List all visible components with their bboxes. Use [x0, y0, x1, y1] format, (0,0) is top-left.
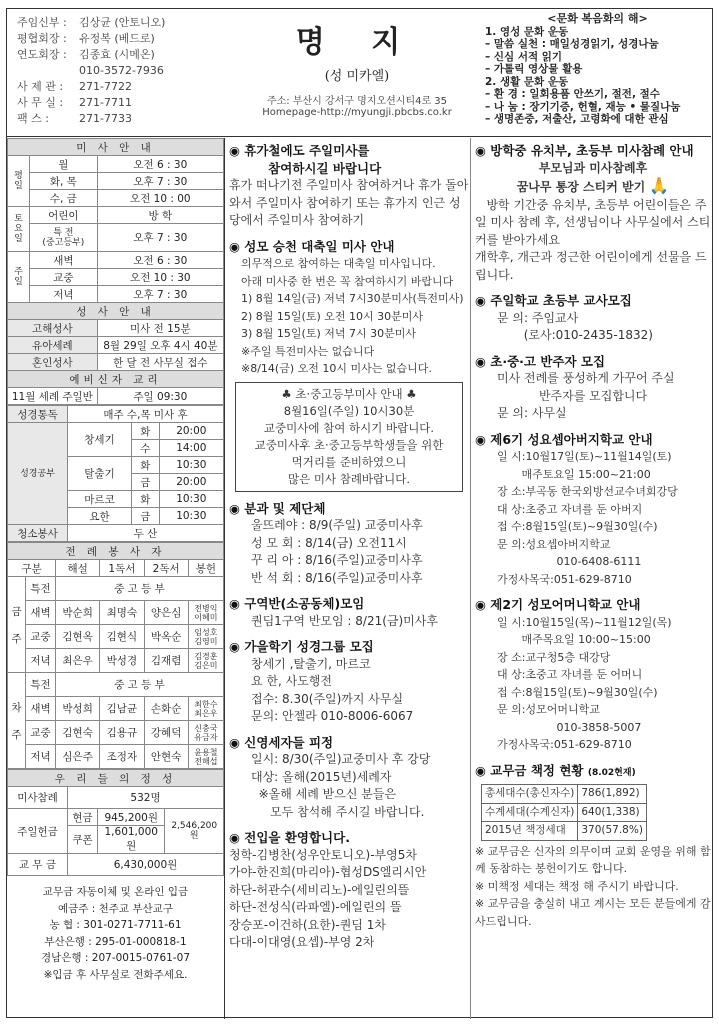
- study-book: 창세기: [68, 423, 132, 457]
- bank-line: ※입금 후 사무실로 전화주세요.: [43, 968, 188, 981]
- welcome-heading: ◉ 전입을 환영합니다.: [229, 830, 350, 845]
- study-time: 20:00: [159, 474, 223, 491]
- study-time: 10:30: [159, 491, 223, 508]
- mass-time: 오전 6 : 30: [97, 252, 223, 269]
- homepage-link[interactable]: Homepage-http://myungji.pbcbs.co.kr: [262, 107, 452, 118]
- bible-group-item: 문의: 안젤라 010-8006-6067: [251, 709, 414, 723]
- liturgy-cell: 전병익 이혜미: [188, 601, 223, 625]
- liturgy-mass: 특전: [26, 673, 56, 697]
- cash-label: 현금: [68, 809, 98, 826]
- accompanist-item: 미사 전례를 풍성하게 가꾸어 주실: [497, 371, 675, 385]
- liturgy-cell: 박순희: [56, 601, 100, 625]
- study-table: [7, 405, 224, 542]
- mother-school-item: 가정사목국:051-629-8710: [497, 738, 632, 751]
- liturgy-head: 구분: [8, 560, 56, 577]
- liturgy-mass: 특전: [26, 577, 56, 601]
- column-divider: [470, 138, 471, 1019]
- bible-group-heading: ◉ 가을학기 성경그룹 모집: [229, 639, 374, 654]
- liturgy-head: 1독서: [100, 560, 144, 577]
- youth-box-line: 8월16일(주일) 10시30분: [283, 403, 415, 418]
- youth-box-line: ♣ 초·중고등부미사 안내 ♣: [281, 386, 417, 401]
- liturgy-cell: 김현옥: [56, 625, 100, 649]
- liturgy-cell: 임성호 김영미: [188, 625, 223, 649]
- dues-row-label: 2015년 책정세대: [482, 822, 578, 841]
- study-day: 화: [132, 423, 160, 440]
- bible-value: 매주 수,목 미사 후: [68, 406, 224, 423]
- dues-row-value: 640(1,338): [578, 803, 647, 822]
- youth-box-line: 먹거리를 준비하였으니: [291, 454, 407, 469]
- kids-mass-sub: 부모님과 미사참례후: [538, 160, 648, 175]
- youth-box-line: 많은 미사 참례바랍니다.: [287, 471, 411, 486]
- welcome-item: 하단-전성식(라파엘)-에일린의 뜰: [229, 900, 402, 914]
- page-title: 명 지: [295, 25, 419, 60]
- coupon-label: 쿠폰: [68, 826, 98, 854]
- bible-group-item: 요 한, 사도행전: [251, 674, 332, 688]
- staff-row: 평협회장 : 유정복 (베드로): [17, 32, 155, 45]
- study-book: 탈출기: [68, 457, 132, 491]
- youth-label: 청소봉사: [8, 525, 68, 542]
- mass-time: 오후 7 : 30: [97, 173, 223, 190]
- dues-row-value: 370(57.8%): [578, 822, 647, 841]
- bank-info: [7, 876, 224, 983]
- staff-row: 팩 스 : 271-7733: [17, 112, 132, 125]
- liturgy-cell: 윤용철 전해섭: [188, 745, 223, 769]
- mass-day: 어린이: [30, 207, 98, 224]
- assumption-item: ※주일 특전미사는 없습니다: [241, 344, 375, 358]
- mass-time: 오후 7 : 30: [97, 286, 223, 303]
- kids-mass-body: 방학 기간중 유치부, 초등부 어린이들은 주일 미사 참례 후, 선생님이나 사무실에서 스티커를 받아가세요 개학후, 개근과 정근한 어린이에게 선물을 드립니다.: [475, 197, 711, 282]
- dues-label: 교 무 금: [8, 854, 68, 876]
- mass-attendance-label: 미사참례: [8, 787, 68, 809]
- sidebar: [7, 138, 225, 1019]
- mass-time: 오후 7 : 30: [97, 224, 223, 252]
- catechumen-time: 주일 09:30: [97, 388, 223, 405]
- dues-value: 6,430,000원: [68, 854, 224, 876]
- catechumen-title: 예비신자 교리: [8, 371, 224, 388]
- bible-group-item: 창세기 ,탈출기, 마르코: [251, 656, 371, 671]
- dues-row-value: 786(1,892): [578, 785, 647, 804]
- accompanist-item: 반주자를 모집합니다: [497, 388, 648, 403]
- mother-school-item: 일 시:10월15일(목)~11월12일(목): [497, 615, 672, 629]
- culture-item: 2. 생활 문화 운동: [485, 75, 569, 88]
- coupon-value: 1,601,000원: [98, 826, 165, 854]
- study-label: 성경공부: [8, 423, 68, 525]
- district-item: 울뜨레야 : 8/9(주일) 교중미사후: [251, 518, 423, 532]
- header: [7, 9, 711, 137]
- retreat-item: 대상: 올해(2015년)세례자: [251, 769, 392, 784]
- liturgy-cell: 최은우: [56, 649, 100, 673]
- liturgy-cell: 최명숙: [100, 601, 144, 625]
- mother-school-item: 문 의:성모어머니학교: [497, 703, 600, 716]
- dues-row-label: 수계세대(수계신자): [482, 803, 578, 822]
- youth-box-line: 교중미사에 참여 하시기 바랍니다.: [263, 420, 435, 435]
- culture-item: – 가톨릭 영상물 활용: [485, 63, 583, 75]
- culture-box: [485, 13, 710, 126]
- cash-value: 945,200원: [98, 809, 165, 826]
- study-day: 금: [132, 474, 160, 491]
- study-day: 화: [132, 491, 160, 508]
- liturgy-mass: 교중: [26, 625, 56, 649]
- culture-item: – 나 눔 : 장기기증, 헌혈, 재능 • 물질나눔: [485, 100, 681, 113]
- bank-line: 예금주 : 천주교 부산교구: [58, 902, 173, 915]
- mass-title: 미 사 안 내: [8, 139, 224, 156]
- staff-row: 사 무 실 : 271-7711: [17, 96, 132, 109]
- study-time: 10:30: [159, 508, 223, 525]
- culture-item: – 신심 서적 읽기: [485, 50, 563, 63]
- accompanist-item: 문 의: 사무실: [497, 406, 567, 420]
- liturgy-cell: 심은주: [56, 745, 100, 769]
- mass-time: 오전 10 : 30: [97, 269, 223, 286]
- mother-school-item: 010-3858-5007: [497, 720, 642, 734]
- liturgy-cell: 김용규: [100, 721, 144, 745]
- study-day: 수: [132, 440, 160, 457]
- staff-row: 연도회장 : 김종효 (시메온): [17, 48, 155, 61]
- liturgy-cell: 김현식: [100, 625, 144, 649]
- mass-table: [7, 138, 224, 405]
- liturgy-head: 봉헌: [188, 560, 223, 577]
- bulletin-page: [6, 8, 713, 1018]
- bank-line: 농 협 : 301-0271-7711-61: [49, 919, 182, 931]
- liturgy-cell: 조정자: [100, 745, 144, 769]
- sacrament-label: 혼인성사: [8, 354, 98, 371]
- district-item: 꾸 리 아 : 8/16(주일)교중미사후: [251, 553, 423, 567]
- study-time: 14:00: [159, 440, 223, 457]
- teacher-item: (로사:010-2435-1832): [497, 328, 653, 342]
- mass-day: 월: [30, 156, 98, 173]
- father-school-item: 장 소:부곡동 한국외방선교수녀회강당: [497, 485, 678, 498]
- liturgy-cell: 박성희: [56, 697, 100, 721]
- culture-item: 1. 영성 문화 운동: [485, 25, 569, 38]
- district-item: 성 모 회 : 8/14(금) 오전11시: [251, 535, 407, 550]
- study-time: 20:00: [159, 423, 223, 440]
- mass-time: 방 학: [97, 207, 223, 224]
- father-school-item: 가정사목국:051-629-8710: [497, 572, 632, 586]
- mother-school-item: 접 수:8월15일(토)~9월30일(수): [497, 685, 658, 699]
- teacher-heading: ◉ 주일학교 초등부 교사모집: [475, 293, 632, 308]
- offering-label: 주일헌금: [8, 809, 68, 854]
- staff-row: 010-3572-7936: [79, 64, 164, 77]
- kids-mass-heading: ◉ 방학중 유치부, 초등부 미사참례 안내: [475, 143, 694, 158]
- liturgy-cell: 강혜덕: [144, 721, 188, 745]
- sacrament-title: 성 사 안 내: [8, 303, 224, 320]
- father-school-item: 문 의:성요셉아버지학교: [497, 537, 611, 551]
- bible-group-item: 접수: 8.30(주일)까지 사무실: [251, 691, 404, 706]
- district-item: 반 석 회 : 8/16(주일)교중미사후: [251, 570, 423, 585]
- next-week-label: 차 주: [8, 673, 26, 769]
- sacrament-value: 한 달 전 사무실 접수: [97, 354, 223, 371]
- mother-school-item: 매주목요일 10:00~15:00: [497, 633, 651, 646]
- mass-day: 교중: [30, 269, 98, 286]
- page-subtitle: (성 미카엘): [324, 69, 390, 84]
- liturgy-mass: 저녁: [26, 649, 56, 673]
- study-day: 금: [132, 508, 160, 525]
- liturgy-title: 전 례 봉 사 자: [8, 543, 224, 560]
- mass-time: 오전 6 : 30: [97, 156, 223, 173]
- father-school-item: 010-6408-6111: [497, 555, 642, 568]
- address: 주소: 부산시 강서구 명지오션시티4로 35: [266, 96, 448, 107]
- vacation-mass-heading: ◉ 휴가철에도 주일미사를 참여하시길 바랍니다: [229, 143, 382, 176]
- liturgy-mass: 교중: [26, 721, 56, 745]
- retreat-item: ※올해 세례 받으신 분들은: [251, 787, 397, 801]
- dues-note: ※ 미책정 세대는 책정 해 주시기 바랍니다.: [475, 879, 679, 893]
- sacrament-label: 고해성사: [8, 320, 98, 337]
- assumption-item: 2) 8월 15일(토) 오전 10시 30분미사: [241, 309, 423, 323]
- culture-item: – 생명존중, 저출산, 고령화에 대한 관심: [485, 113, 669, 125]
- study-book: 요한: [68, 508, 132, 525]
- liturgy-table: [7, 542, 224, 769]
- dues-note: ※ 교무금은 신자의 의무이며 교회 운영을 위해 함께 동참하는 봉헌이기도 합니다.: [475, 844, 711, 875]
- liturgy-cell: 안현숙: [144, 745, 188, 769]
- offering-table: [7, 769, 224, 876]
- culture-title: <문화 복음화의 해>: [547, 12, 648, 25]
- liturgy-cell: 김경훈 김은미: [188, 649, 223, 673]
- mass-day: 수, 금: [30, 190, 98, 207]
- assumption-item: ※8/14(금) 오전 10시 미사는 없습니다.: [241, 362, 432, 375]
- mass-time: 오전 10 : 00: [97, 190, 223, 207]
- mass-day: 저녁: [30, 286, 98, 303]
- staff-row: 주임신부 : 김상균 (안토니오): [17, 16, 166, 29]
- liturgy-cell: 김재렴: [144, 649, 188, 673]
- retreat-item: 모두 참석해 주시길 바랍니다.: [251, 804, 425, 819]
- liturgy-cell: 중 고 등 부: [56, 577, 224, 601]
- staff-list: [17, 15, 165, 127]
- praying-hands-icon: 🙏: [649, 176, 670, 195]
- assumption-item: 3) 8월 15일(토) 저녁 7시 30분미사: [241, 327, 416, 340]
- offering-total: 2,546,200원: [165, 809, 224, 854]
- bank-line: 부산은행 : 295-01-000818-1: [44, 935, 187, 948]
- offering-title: 우 리 들 의 정 성: [8, 770, 224, 787]
- liturgy-cell: 중 고 등 부: [56, 673, 224, 697]
- dues-date: (8.02현재): [587, 767, 636, 778]
- sacrament-value: 미사 전 15분: [97, 320, 223, 337]
- mother-school-heading: ◉ 제2기 성모어머니학교 안내: [475, 597, 641, 612]
- kids-mass-sub: 꿈나무 통장 스티커 받기: [516, 180, 646, 194]
- welcome-item: 다대-이대영(요셉)-부영 2차: [229, 935, 375, 949]
- title-block: [227, 17, 487, 118]
- weekday-label: 평일: [8, 156, 30, 207]
- this-week-label: 금 주: [8, 577, 26, 673]
- liturgy-cell: 김현숙: [56, 721, 100, 745]
- liturgy-cell: 손화순: [144, 697, 188, 721]
- mother-school-item: 장 소:교구청5층 대강당: [497, 650, 611, 664]
- assumption-item: 1) 8월 14일(금) 저녁 7시30분미사(특전미사): [241, 292, 464, 305]
- liturgy-mass: 저녁: [26, 745, 56, 769]
- liturgy-mass: 새벽: [26, 601, 56, 625]
- liturgy-head: 해설: [56, 560, 100, 577]
- column-left: [229, 138, 469, 952]
- mass-day: 새벽: [30, 252, 98, 269]
- youth-mass-box: [235, 382, 463, 492]
- guyeok-heading: ◉ 구역반(소공동체)모임: [229, 596, 365, 611]
- youth-box-line: 교중미사후 초·중고등부학생들을 위한: [254, 437, 444, 452]
- teacher-item: 문 의: 주임교사: [497, 310, 579, 325]
- bank-line: 경남은행 : 207-0015-0761-07: [41, 952, 190, 964]
- catechumen-class: 11월 세례 주일반: [8, 388, 98, 405]
- youth-value: 두 산: [68, 525, 224, 542]
- sacrament-label: 유아세례: [8, 337, 98, 354]
- welcome-item: 가야-한진희(마리아)-협성DS엘리시안: [229, 865, 427, 879]
- accompanist-heading: ◉ 초·중·고 반주자 모집: [475, 353, 606, 369]
- welcome-item: 청학-김병찬(성우안토니오)-부영5차: [229, 847, 417, 862]
- dues-heading: [475, 762, 711, 783]
- father-school-item: 일 시:10월17일(토)~11월14일(토): [497, 450, 672, 463]
- culture-item: – 말씀 실천 : 매일성경읽기, 성경나눔: [485, 38, 659, 50]
- welcome-item: 장승포-이건하(요한)-퀀딤 1차: [229, 917, 386, 932]
- father-school-item: 매주토요일 15:00~21:00: [497, 467, 651, 481]
- liturgy-cell: 김남균: [100, 697, 144, 721]
- assumption-heading: ◉ 성모 승천 대축일 미사 안내: [229, 238, 395, 254]
- bank-line: 교무금 자동이체 및 온라인 입금: [42, 886, 189, 898]
- staff-row: 사 제 관 : 271-7722: [17, 80, 132, 93]
- study-day: 화: [132, 457, 160, 474]
- district-heading: ◉ 분과 및 제단체: [229, 500, 326, 516]
- liturgy-cell: 박성경: [100, 649, 144, 673]
- guyeok-body: 퀀딤1구역 반모임 : 8/21(금)미사후: [251, 613, 438, 628]
- liturgy-cell: 박옥순: [144, 625, 188, 649]
- liturgy-cell: 양은심: [144, 601, 188, 625]
- bible-label: 성경통독: [8, 406, 68, 423]
- liturgy-mass: 새벽: [26, 697, 56, 721]
- dues-row-label: 총세대수(총신자수): [482, 785, 578, 804]
- dues-table: [481, 784, 647, 841]
- retreat-heading: ◉ 신영세자들 피정: [229, 734, 334, 750]
- column-right: [475, 138, 711, 930]
- mother-school-item: 대 상:초중고 자녀를 둔 어머니: [497, 668, 643, 681]
- dues-note: ※ 교무금을 충실히 내고 계시는 모든 분들에게 감사드립니다.: [475, 897, 711, 928]
- assumption-intro: 의무적으로 참여하는 대축일 미사입니다. 아래 미사중 한 번은 꼭 참여하시기 바랍니다: [241, 257, 454, 288]
- liturgy-head: 2독서: [144, 560, 188, 577]
- retreat-item: 일시: 8/30(주일)교중미사 후 강당: [251, 752, 431, 766]
- father-school-item: 대 상:초중고 자녀를 둔 아버지: [497, 502, 643, 516]
- dues-title: ◉ 교무금 책정 현황: [475, 762, 584, 778]
- father-school-heading: ◉ 제6기 성요셉아버지학교 안내: [475, 431, 653, 447]
- culture-item: – 환 경 : 일회용품 안쓰기, 절전, 절수: [485, 88, 660, 100]
- vacation-mass-body: 휴가 떠나기전 주일미사 참여하거나 휴가 돌아와서 주일미사 참여하기 또는 휴가지 인근 성당에서 주일미사 참여하기: [229, 178, 469, 227]
- liturgy-cell: 최한수 최은우: [188, 697, 223, 721]
- mass-attendance-value: 532명: [68, 787, 224, 809]
- liturgy-cell: 신충국 유금자: [188, 721, 223, 745]
- study-time: 10:30: [159, 457, 223, 474]
- welcome-item: 하단-허관수(세비리노)-에일린의뜰: [229, 882, 410, 897]
- sunday-label: 주일: [8, 252, 30, 303]
- saturday-label: 토요일: [8, 207, 30, 252]
- sacrament-value: 8월 29일 오후 4시 40분: [97, 337, 223, 354]
- mass-day: 화, 목: [30, 173, 98, 190]
- father-school-item: 접 수:8월15일(토)~9월30일(수): [497, 520, 658, 533]
- mass-day: 특 전 (중고등부): [30, 224, 98, 252]
- study-book: 마르코: [68, 491, 132, 508]
